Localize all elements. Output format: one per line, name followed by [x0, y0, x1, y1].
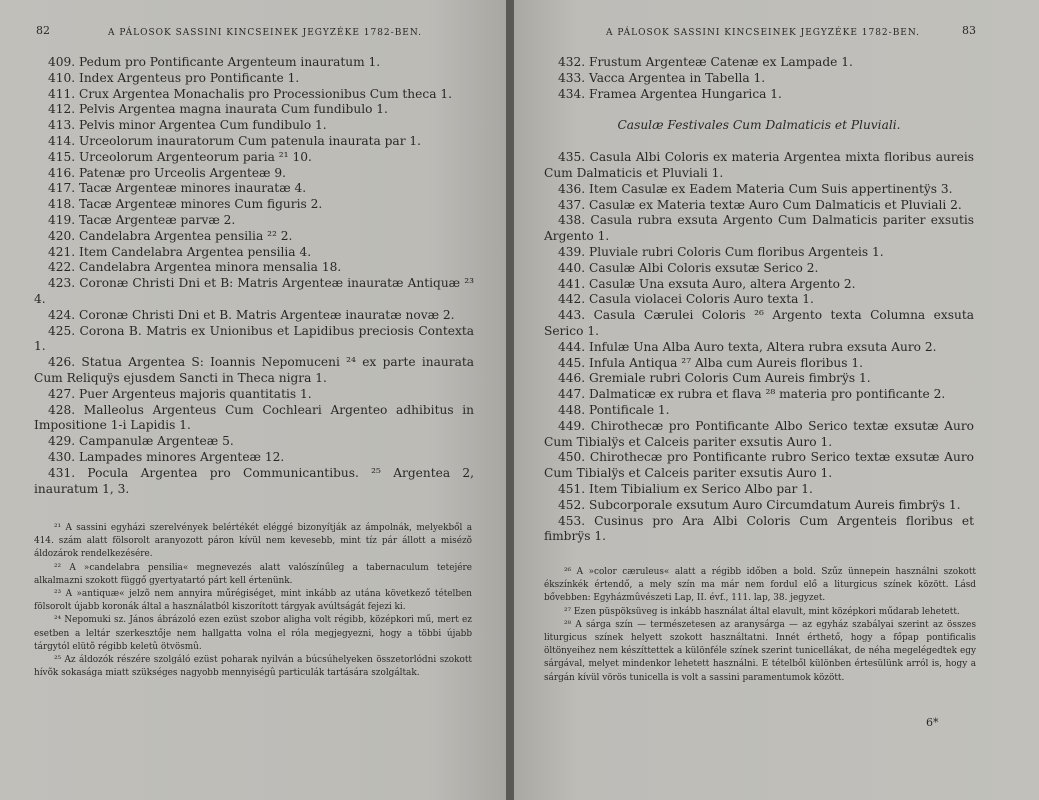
- inventory-entry: 412. Pelvis Argentea magna inaurata Cum fundibulo 1.: [48, 102, 388, 117]
- inventory-entry: 451. Item Tibialium ex Serico Albo par 1.: [558, 481, 813, 496]
- inventory-entry: 435. Casula Albi Coloris ex materia Argentea mixta floribus aureis Cum Dalmaticis et Pluviali 1.: [544, 150, 974, 180]
- footnotes: [34, 522, 472, 680]
- inventory-entry: 416. Patenæ pro Urceolis Argenteæ 9.: [48, 165, 287, 180]
- footnotes: [544, 566, 976, 685]
- inventory-entry: 413. Pelvis minor Argentea Cum fundibulo 1.: [48, 118, 327, 133]
- inventory-entry: 441. Casulæ Una exsuta Auro, altera Argento 2.: [558, 276, 856, 291]
- inventory-entry: 422. Candelabra Argentea minora mensalia 18.: [48, 260, 342, 275]
- inventory-entry: 427. Puer Argenteus majoris quantitatis 1.: [48, 386, 312, 401]
- footnote: ²⁴ Nepomuki sz. János ábrázoló ezen ezüst szobor aligha volt régibb, középkori mű, mert ez esetben a leltár szerkesztője nem hallgatta volna el róla megjegyezni, hogy a többi újabb tárgytól elütõ régibb keletû ötvösmû.: [34, 615, 472, 652]
- inventory-entry: 450. Chirothecæ pro Pontificante rubro Serico textæ exsutæ Auro Cum Tibialÿs et Calceis pariter exsutis Auro 1.: [544, 450, 974, 481]
- section-heading: Casulæ Festivales Cum Dalmaticis et Pluviali.: [617, 118, 901, 133]
- inventory-entry: 436. Item Casulæ ex Eadem Materia Cum Suis appertinentÿs 3.: [558, 181, 953, 196]
- inventory-entry: 440. Casulæ Albi Coloris exsutæ Serico 2.: [558, 260, 819, 275]
- signature-mark: 6*: [926, 716, 939, 729]
- page-number: 82: [36, 24, 50, 37]
- left-page: [0, 0, 506, 800]
- footnote: ²⁶ A »color cæruleus« alatt a régibb időben a bold. Szűz ünnepein használni szokott ékszínkék értendő, a mely szín ma már nem fordul elő a liturgicus színek között. Lásd bővebben: Egyházmûvészeti Lap, II. évf., 111. lap, 38. jegyzet.: [544, 567, 976, 604]
- running-head: A PÁLOSOK SASSINI KINCSEINEK JEGYZÉKE 1782-BEN.: [108, 28, 423, 38]
- inventory-entry: 425. Corona B. Matris ex Unionibus et Lapidibus preciosis Contexta 1.: [34, 323, 474, 354]
- inventory-entries: [34, 55, 474, 497]
- inventory-entry: 437. Casulæ ex Materia textæ Auro Cum Dalmaticis et Pluviali 2.: [558, 197, 962, 212]
- inventory-entry: 429. Campanulæ Argenteæ 5.: [48, 434, 234, 449]
- inventory-entry: 442. Casula violacei Coloris Auro texta 1.: [558, 292, 814, 307]
- inventory-entry: 426. Statua Argentea S: Ioannis Nepomuceni ²⁴ ex parte inaurata Cum Reliquÿs ejusdem Sancti in Theca nigra 1.: [34, 355, 474, 385]
- footnote: ²⁷ Ezen püspöksüveg is inkább használat által elavult, mint középkori műdarab lehetett.: [564, 606, 960, 617]
- inventory-entry: 419. Tacæ Argenteæ parvæ 2.: [48, 212, 236, 227]
- book-gutter: [506, 0, 514, 800]
- inventory-entry: 420. Candelabra Argentea pensilia ²² 2.: [48, 228, 293, 243]
- footnote: ²⁸ A sárga szín — természetesen az aranysárga — az egyház szabályai szerint az összes liturgicus színek helyett szokott használtatni. Innét érthető, hogy a főpap pontificalis öltönyeihez nem készíttettek a különféle színek szerint tunicellákat, de néha megelégedtek egy sárgával, melyet mindenkor lehetett használni. E tételből különben értesülünk arról is, hogy a sárgán kívül vörös tunicella is volt a sassini paramentumok között.: [544, 619, 976, 683]
- inventory-entries: [544, 55, 974, 545]
- inventory-entry: 448. Pontificale 1.: [558, 402, 670, 417]
- inventory-entry: 434. Framea Argentea Hungarica 1.: [558, 86, 782, 101]
- inventory-entry: 433. Vacca Argentea in Tabella 1.: [558, 70, 766, 85]
- inventory-entry: 424. Coronæ Christi Dni et B. Matris Argenteæ inauratæ novæ 2.: [48, 307, 455, 322]
- footnote: ²² A »candelabra pensilia« megnevezés alatt valószínűleg a tabernaculum tetejére alkalmazni szokott függő gyertyatartó párt kell értenünk.: [34, 562, 472, 586]
- inventory-entry: 432. Frustum Argenteæ Catenæ ex Lampade 1.: [558, 55, 853, 69]
- inventory-entry: 445. Infula Antiqua ²⁷ Alba cum Aureis floribus 1.: [558, 355, 864, 370]
- inventory-entry: 444. Infulæ Una Alba Auro texta, Altera rubra exsuta Auro 2.: [558, 339, 937, 354]
- inventory-entry: 439. Pluviale rubri Coloris Cum floribus Argenteis 1.: [558, 244, 884, 259]
- inventory-entry: 423. Coronæ Christi Dni et B: Matris Argenteæ inauratæ Antiquæ ²³ 4.: [34, 276, 474, 306]
- inventory-entry: 421. Item Candelabra Argentea pensilia 4.: [48, 244, 312, 259]
- inventory-entry: 409. Pedum pro Pontificante Argenteum inauratum 1.: [48, 55, 381, 69]
- inventory-entry: 453. Cusinus pro Ara Albi Coloris Cum Argenteis floribus et fimbrÿs 1.: [544, 513, 974, 544]
- inventory-entry: 428. Malleolus Argenteus Cum Cochleari Argenteo adhibitus in Impositione 1-i Lapidis 1.: [34, 402, 474, 433]
- inventory-entry: 452. Subcorporale exsutum Auro Circumdatum Aureis fimbrÿs 1.: [558, 497, 961, 512]
- running-head: A PÁLOSOK SASSINI KINCSEINEK JEGYZÉKE 1782-BEN.: [606, 28, 921, 38]
- footnote: ²⁵ Az áldozók részére szolgáló ezüst poharak nyilván a búcsúhelyeken összetorlódni szokott hívõk sokasága miatt szükséges nagyobb mennyiségû particulák tartására szolgáltak.: [34, 655, 472, 679]
- right-page: [514, 0, 1039, 800]
- inventory-entry: 438. Casula rubra exsuta Argento Cum Dalmaticis pariter exsutis Argento 1.: [544, 213, 974, 244]
- inventory-entry: 418. Tacæ Argenteæ minores Cum figuris 2.: [48, 197, 323, 212]
- inventory-entry: 446. Gremiale rubri Coloris Cum Aureis fimbrÿs 1.: [558, 371, 871, 386]
- inventory-entry: 417. Tacæ Argenteæ minores inauratæ 4.: [48, 181, 307, 196]
- footnote: ²³ A »antiquæ« jelzõ nem annyira műrégiséget, mint inkább az utána következő tételben fölsorolt újabb koronák által a használatból kiszorított tárgyak avúltságát fejezi ki.: [34, 589, 472, 613]
- inventory-entry: 411. Crux Argentea Monachalis pro Processionibus Cum theca 1.: [48, 86, 452, 101]
- inventory-entry: 415. Urceolorum Argenteorum paria ²¹ 10.: [48, 149, 312, 164]
- inventory-entry: 410. Index Argenteus pro Pontificante 1.: [48, 70, 300, 85]
- page-number: 83: [962, 24, 976, 37]
- inventory-entry: 414. Urceolorum inauratorum Cum patenula inaurata par 1.: [48, 133, 422, 148]
- footnote: ²¹ A sassini egyházi szerelvények belértékét eléggé bizonyítják az ámpolnák, melyekből a 414. szám alatt fölsorolt aranyozott páron kívül nem kevesebb, mint tíz pár állott a misézõ áldozárok rendelkezésére.: [34, 523, 472, 560]
- inventory-entry: 431. Pocula Argentea pro Communicantibus. ²⁵ Argentea 2, inauratum 1, 3.: [34, 465, 474, 496]
- inventory-entry: 447. Dalmaticæ ex rubra et flava ²⁸ materia pro pontificante 2.: [558, 387, 946, 402]
- inventory-entry: 430. Lampades minores Argenteæ 12.: [48, 449, 285, 464]
- inventory-entry: 449. Chirothecæ pro Pontificante Albo Serico textæ exsutæ Auro Cum Tibialÿs et Calceis pariter exsutis Auro 1.: [544, 418, 974, 449]
- inventory-entry: 443. Casula Cærulei Coloris ²⁶ Argento texta Columna exsuta Serico 1.: [544, 308, 974, 338]
